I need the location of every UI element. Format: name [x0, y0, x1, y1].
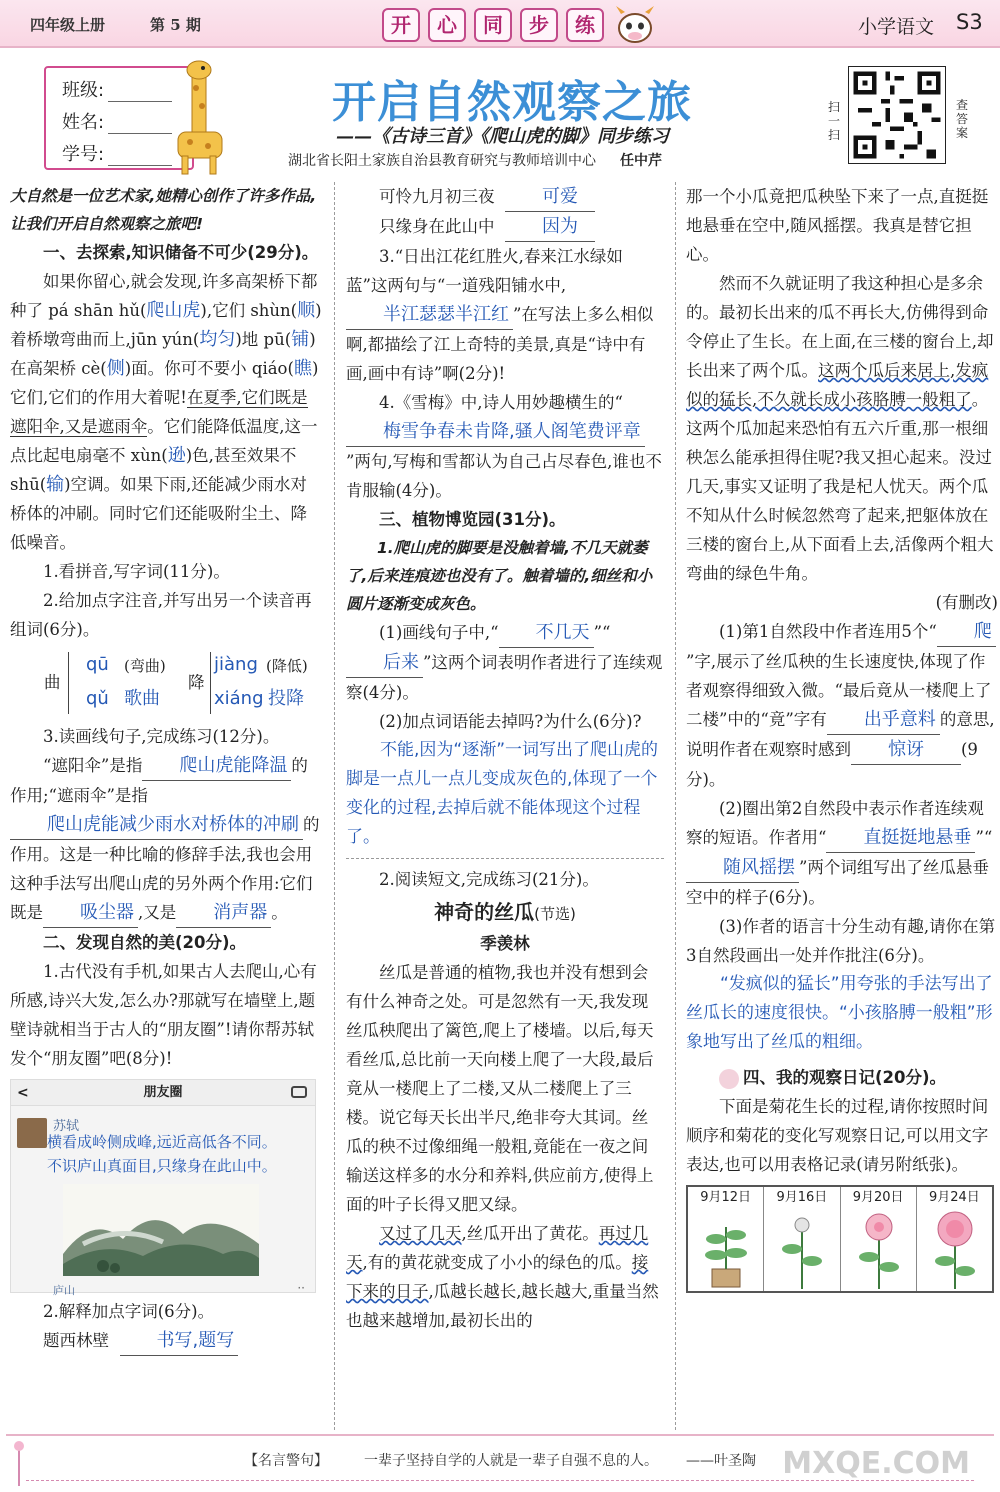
answer: 歌曲 — [124, 688, 160, 709]
column-2 — [346, 182, 664, 1335]
moments-bar — [11, 1080, 315, 1106]
observation-cell — [841, 1187, 917, 1291]
observation-date: 9月16日 — [776, 1190, 828, 1205]
quote-text: 一辈子坚持自学的人就是一辈子自强不息的人。 — [364, 1453, 658, 1469]
page-number: S3 — [956, 10, 983, 34]
brand-char: 练 — [566, 8, 604, 42]
quote-tag: 【名言警句】 — [244, 1453, 328, 1469]
brand-char: 步 — [520, 8, 558, 42]
poly-bracket — [68, 652, 69, 714]
section-4-instructions: 下面是菊花生长的过程,请你按照时间顺序和菊花的变化写观察日记,可以用文字表达,也可以用表格记录(请另附纸张)。 — [686, 1097, 989, 1174]
question-3-1-1: (1)画线句子中,“ 不几天 ”“后来 ”这两个词表明作者进行了连续观察(4分)。 — [346, 618, 664, 707]
answer-blank: 后来 — [346, 648, 423, 678]
chrysanthemum-full-bloom-icon — [925, 1209, 985, 1289]
poly-bracket — [210, 652, 211, 714]
question-3-2-3: (3)作者的语言十分生动有趣,请你在第3自然段画出一处并作批注(6分)。 — [686, 917, 996, 965]
chrysanthemum-bud-icon — [696, 1209, 756, 1289]
answer-blank: 爬 — [937, 617, 996, 647]
brand-char: 心 — [428, 8, 466, 42]
name-field[interactable]: 姓名: — [62, 108, 172, 134]
rabbit-icon — [719, 1069, 739, 1089]
section-3-passage: 1.爬山虎的脚要是没触着墙,不几天就萎了,后来连痕迹也没有了。触着墙的,细丝和小圆片逐渐变成灰色。 — [346, 539, 653, 613]
circled-phrase: 再过几天 — [346, 1224, 649, 1272]
answer-blank: 消声器 — [176, 898, 271, 928]
answer-blank: 不几天 — [499, 618, 594, 648]
column-1 — [10, 182, 322, 1356]
article-paragraph-2-cont: 那一个小瓜竟把瓜秧坠下来了一点,直挺挺地悬垂在空中,随风摇摆。我真是替它担心。 — [686, 187, 989, 264]
page-subtitle: ——《古诗三首》《爬山虎的脚》同步练习 — [336, 126, 669, 147]
answer-text: 不能,因为“逐渐”一词写出了爬山虎的脚是一点儿一点儿变成灰色的,体现了一个变化的过程,去掉后就不能体现这个过程了。 — [346, 740, 659, 847]
answer-blank: 书写,题写 — [120, 1326, 239, 1356]
answer-blank: 可爱 — [505, 182, 595, 212]
question-1-4: 4.《雪梅》中,诗人用妙趣横生的“梅雪争春未肯降,骚人阁笔费评章”两句,写梅和雪都认为自己占尽春色,谁也不肯服输(4分)。 — [346, 393, 662, 500]
organization: 湖北省长阳土家族自治县教育研究与教师培训中心 — [288, 153, 596, 169]
answer-blank: 爬山虎能减少雨水对桥体的冲刷 — [10, 810, 303, 840]
poem-line-answer: 只缘身在此山中 因为 — [346, 212, 664, 242]
issue-label: 第 5 期 — [150, 16, 201, 34]
question-3-2-2: (2)圈出第2自然段中表示作者连续观察的短语。作者用“ 直挺挺地悬垂 ”“随风摇摆 ”两个词组写出了丝瓜悬垂空中的样子(6分)。 — [686, 799, 993, 907]
intro-text: 大自然是一位艺术家,她精心创作了许多作品,让我们开启自然观察之旅吧! — [10, 187, 317, 233]
answer: xiáng — [214, 688, 264, 709]
circled-phrase: 接下来的日子 — [346, 1253, 649, 1301]
watermark: MXQE.COM — [782, 1446, 970, 1481]
answer: qū — [86, 654, 109, 675]
section-2-heading: 二、发现自然的美(20分)。 — [43, 933, 247, 952]
article-citation: (有删改) — [935, 593, 998, 612]
section-1-passage: 如果你留心,就会发现,许多高架桥下都种了 pá shān hǔ(爬山虎),它们 shùn(顺)着桥墩弯曲而上,jūn yún(均匀)地 pū(铺)在高架桥 cè(侧)面。你可不要小 qiáo(瞧)它们,它们的作用大着呢!在夏季,它们既是遮阳伞,又是遮雨伞。它们能降低温度,这一点比起电扇毫不 xùn(逊)色,甚至效果不 shū(输)空调。如果下雨,还能减少雨水对桥体的冲刷。同时它们还能吸附尘土、降低噪音。 — [10, 272, 322, 552]
answer-blank: 吸尘器 — [43, 898, 138, 928]
poly-char: 降 — [188, 673, 205, 692]
answer: 均匀 — [199, 329, 236, 350]
scan-label: 扫一扫 — [828, 100, 841, 142]
moments-username: 苏轼 — [53, 1119, 80, 1134]
answer-blank: 随风摇摆 — [686, 853, 799, 883]
camera-icon[interactable] — [291, 1086, 307, 1098]
section-3-heading: 三、植物博览园(31分)。 — [379, 510, 566, 529]
question-3-1-2: (2)加点词语能去掉吗?为什么(6分)? — [379, 712, 642, 731]
question-2-2-body: 题西林壁 书写,题写 — [10, 1326, 322, 1356]
underlined-sentence: 这两个瓜后来居上,发疯似的猛长,不久就长成小孩胳膊一般粗了 — [686, 361, 989, 409]
giraffe-icon — [166, 58, 230, 178]
answer-text: “发疯似的猛长”用夸张的手法写出了丝瓜长的速度很快。“小孩胳膊一般粗”形象地写出了丝瓜的粗细。 — [686, 974, 993, 1052]
answer-blank: 因为 — [505, 212, 595, 242]
author-name: 任中芹 — [620, 153, 662, 169]
section-1-heading: 一、去探索,知识储备不可少(29分)。 — [43, 243, 319, 262]
question-3-2: 2.阅读短文,完成练习(21分)。 — [379, 870, 599, 889]
author-line — [288, 150, 662, 170]
chrysanthemum-bloom-icon — [849, 1209, 909, 1289]
observation-date: 9月24日 — [928, 1190, 980, 1205]
answer: 爬山虎 — [146, 300, 201, 321]
article-author: 季羡林 — [480, 934, 530, 953]
moments-title: 朋友圈 — [143, 1085, 183, 1100]
avatar — [17, 1118, 47, 1148]
cow-mascot-icon — [612, 2, 658, 46]
answer-blank: 出乎意料 — [827, 705, 940, 735]
answer: 逊 — [167, 445, 186, 466]
number-field[interactable]: 学号: — [62, 140, 172, 166]
brand-chars — [382, 8, 604, 42]
question-3-2-1: (1)第1自然段中作者连用5个“ 爬”字,展示了丝瓜秧的生长速度快,体现了作者观察得细致入微。“最后竟从一楼爬上了二楼”中的“竟”字有 出乎意料 的意思,说明作者在观察时感到 惊讶 (9分)。 — [686, 617, 998, 794]
brand-char: 开 — [382, 8, 420, 42]
observation-cell — [764, 1187, 840, 1291]
article-paragraph-1: 丝瓜是普通的植物,我也并没有想到会有什么神奇之处。可是忽然有一天,我发现丝瓜秧爬出了篱笆,爬上了楼墙。以后,每天看丝瓜,总比前一天向楼上爬了一大段,最后竟从一楼爬上了二楼,又从二楼爬上了三楼。说它每天长出半尺,绝非夸大其词。丝瓜的秧不过像细绳一般粗,竟能在一夜之间输送这样多的水分和养料,供应前方,使得上面的叶子长得又肥又绿。 — [346, 963, 654, 1214]
top-banner — [0, 0, 1000, 48]
footer — [6, 1434, 994, 1484]
chrysanthemum-sprout-icon — [772, 1209, 832, 1289]
answer: 顺 — [297, 300, 316, 321]
answers-label: 查答案 — [956, 98, 969, 140]
observation-cell — [917, 1187, 992, 1291]
answer: jiàng — [214, 654, 258, 675]
answer: 输 — [46, 474, 65, 495]
answer: 投降 — [268, 688, 304, 709]
question-1-2: 2.给加点字注音,并写出另一个读音再组词(6分)。 — [10, 591, 312, 639]
moments-location: 庐山 — [53, 1284, 75, 1297]
question-1-3: 3.读画线句子,完成练习(12分)。 — [43, 727, 280, 746]
observation-cell — [688, 1187, 764, 1291]
question-2-1: 1.古代没有手机,如果古人去爬山,心有所感,诗兴大发,怎么办?那就写在墙壁上,题壁诗就相当于古人的“朋友圈”!请你帮苏轼发个“朋友圈”吧(8分)! — [10, 962, 317, 1068]
answer: 铺 — [291, 329, 310, 350]
question-1-3-col2: 3.“日出江花红胜火,春来江水绿如蓝”这两句与“一道残阳铺水中,半江瑟瑟半江红 ”在写法上多么相似啊,都描绘了江上奇特的美景,真是“诗中有画,画中有诗”啊(2分)! — [346, 247, 654, 383]
circled-phrase: 又过了几天 — [379, 1224, 462, 1243]
answer-blank: 半江瑟瑟半江红 — [346, 300, 513, 330]
answer: qǔ — [86, 688, 109, 709]
landscape-painting-icon — [63, 1184, 259, 1276]
class-field[interactable]: 班级: — [62, 76, 172, 102]
answer-blank: 爬山虎能降温 — [142, 751, 291, 781]
answer: 瞧 — [293, 358, 312, 379]
answer-blank: 梅雪争春未肯降,骚人阁笔费评章 — [346, 417, 645, 447]
answer: 侧 — [106, 358, 125, 379]
column-3 — [686, 182, 998, 1293]
poem-line-answer: 可怜九月初三夜 可爱 — [346, 182, 664, 212]
quote-author: ——叶圣陶 — [686, 1453, 756, 1469]
qr-code-icon[interactable] — [848, 66, 946, 164]
underlined-sentence: 在夏季,它们既是遮阳伞,又是遮雨伞 — [10, 388, 308, 436]
observation-date: 9月20日 — [852, 1190, 904, 1205]
article-title: 神奇的丝瓜(节选) — [434, 900, 576, 924]
column-divider — [675, 182, 676, 1430]
divider — [346, 858, 664, 859]
moments-card — [10, 1079, 316, 1297]
question-1-3-body: “遮阳伞”是指 爬山虎能降温 的作用;“遮雨伞”是指爬山虎能减少雨水对桥体的冲刷 的作用。这是一种比喻的修辞手法,我也会用这种手法写出爬山虎的另外两个作用:它们既是 吸尘器 ,又是 消声器 。 — [10, 751, 322, 928]
subject-label: 小学语文 — [858, 16, 935, 38]
article-paragraph-2: 又过了几天,丝瓜开出了黄花。再过几天,有的黄花就变成了小小的绿色的瓜。接下来的日子,瓜越长越长,越长越大,重量当然也越来越增加,最初长出的 — [346, 1224, 659, 1330]
brand-char: 同 — [474, 8, 512, 42]
article-paragraph-3: 然而不久就证明了我这种担心是多余的。最初长出来的瓜不再长大,仿佛得到命令停止了生长。在上面,在三楼的窗台上,却长出来了两个瓜。这两个瓜后来居上,发疯似的猛长,不久就长成小孩胳膊一般粗了。这两个瓜加起来恐怕有五六斤重,那一根细秧怎么能承担得住呢?我又担心起来。没过几天,事实又证明了我是杞人忧天。两个瓜不知从什么时候忽然弯了起来,把躯体放在三楼的窗台上,从下面看上去,活像两个粗大弯曲的绿色牛角。 — [686, 274, 994, 583]
poly-char: 曲 — [44, 673, 61, 692]
section-4-heading: 四、我的观察日记(20分)。 — [686, 1063, 998, 1092]
column-divider — [334, 182, 335, 1430]
moments-post: 横看成岭侧成峰,远近高低各不同。 不识庐山真面目,只缘身在此山中。 — [47, 1133, 277, 1175]
question-2-2: 2.解释加点字词(6分)。 — [43, 1302, 215, 1321]
answer-blank: 直挺挺地悬垂 — [826, 823, 975, 853]
answer-blank: 惊讶 — [851, 735, 961, 765]
back-icon[interactable]: < — [17, 1085, 29, 1101]
polyphone-block: 曲 qū (弯曲) qǔ 歌曲 降 jiàng (降低) xiáng 投降 — [10, 648, 322, 718]
observation-table — [686, 1185, 994, 1293]
page-title: 开启自然观察之旅 — [332, 77, 692, 128]
more-icon[interactable]: ·· — [297, 1281, 305, 1295]
grade-label: 四年级上册 — [30, 16, 106, 34]
question-1-1: 1.看拼音,写字词(11分)。 — [43, 562, 230, 581]
observation-date: 9月12日 — [700, 1190, 752, 1205]
